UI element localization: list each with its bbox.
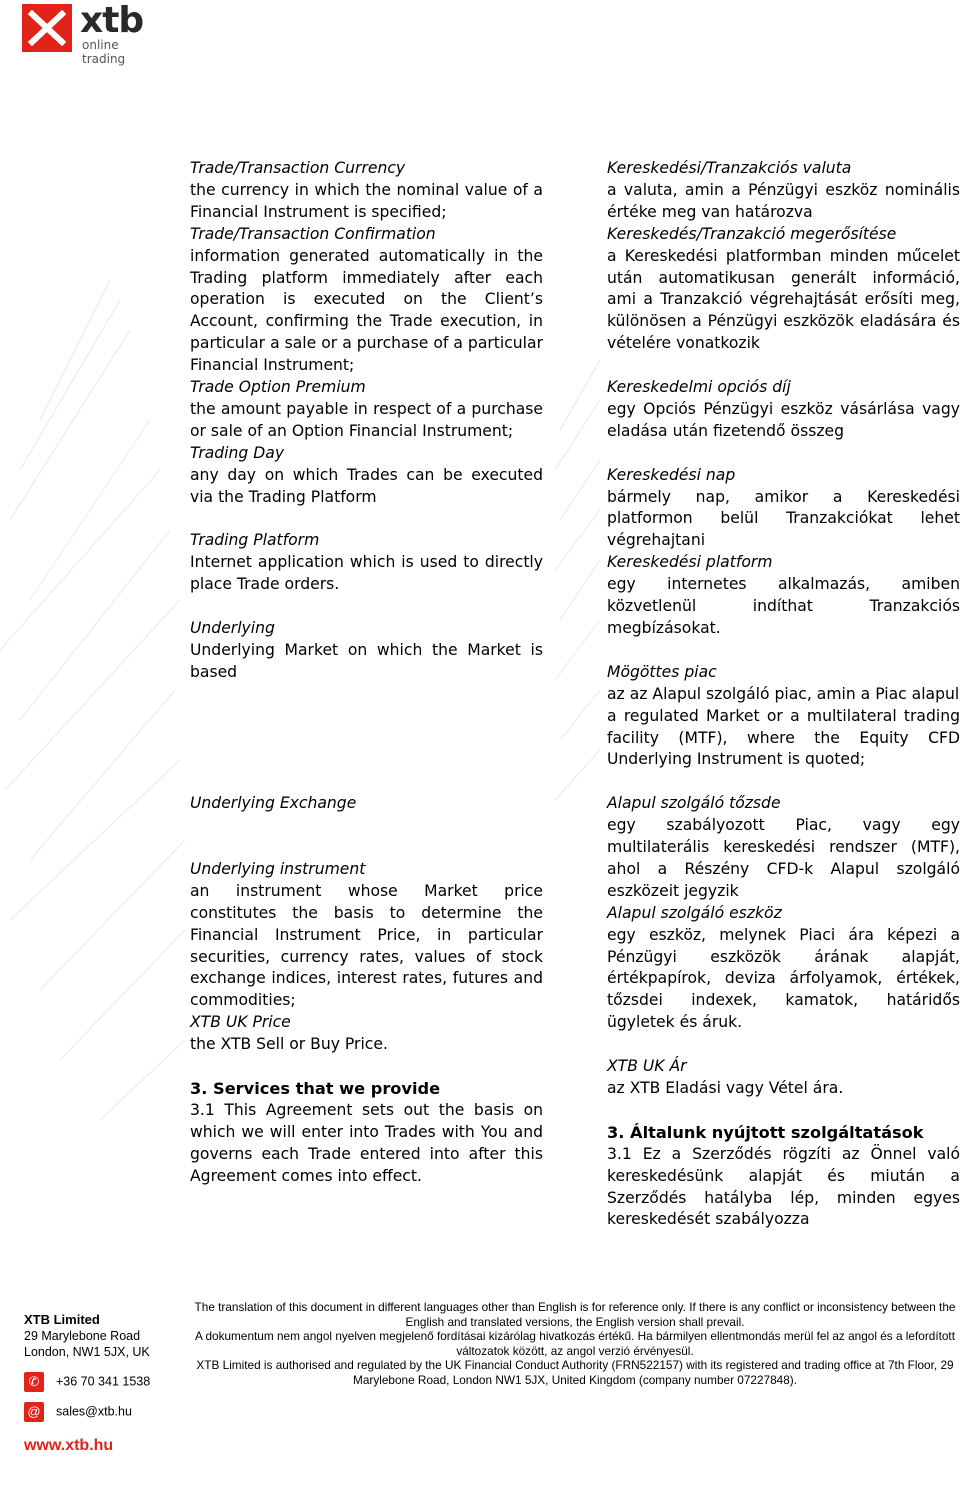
term-title: Alapul szolgáló tőzsde bbox=[607, 794, 781, 813]
term-title: Trade/Transaction Currency bbox=[190, 159, 406, 177]
term-definition: the amount payable in respect of a purchase or sale of an Option Financial Instrument; bbox=[190, 399, 543, 440]
at-sign-icon: @ bbox=[24, 1402, 44, 1422]
disclaimer-hungarian: A dokumentum nem angol nyelven megjelenő fordításai kizárólag hivatkozás értékű. Ha bármilyen ellentmondás merül fel az angol és a lefordított változatok között, az angol verzió érvényesül. bbox=[194, 1329, 955, 1358]
term-definition: information generated automatically in the Trading platform immediately after each operation is executed on the Client’s Account, confirming the Trade execution, in particular a sale or a purchase of a particular Financial Instrument; bbox=[190, 246, 543, 375]
term-definition: egy internetes alkalmazás, amiben közvetlenül indíthat Tranzakciós megbízásokat. bbox=[607, 575, 960, 637]
email-link[interactable]: sales@xtb.hu bbox=[56, 1404, 132, 1419]
phone-number[interactable]: +36 70 341 1538 bbox=[56, 1374, 151, 1389]
term-title: Kereskedési nap bbox=[607, 465, 736, 484]
english-column bbox=[190, 158, 543, 1188]
term-title: Trading Day bbox=[190, 443, 285, 462]
term-definition: bármely nap, amikor a Kereskedési platformon belül Tranzakciókat lehet végrehajtani bbox=[607, 487, 960, 550]
footer-contact bbox=[24, 1312, 174, 1454]
term-definition: egy Opciós Pénzügyi eszköz vásárlása vagy eladása után fizetendő összeg bbox=[607, 399, 960, 440]
term-title: Kereskedési/Tranzakciós valuta bbox=[607, 159, 852, 177]
footer-address-line1: 29 Marylebone Road bbox=[24, 1329, 141, 1343]
logo-wordmark: xtb bbox=[80, 0, 144, 41]
regulation-notice: XTB Limited is authorised and regulated by the UK Financial Conduct Authority (FRN522157) with its registered and trading office at 7th Floor, 29 Marylebone Road, London NW1 5JX, United Kingdom (company number 07227848). bbox=[196, 1358, 954, 1387]
footer-company: XTB Limited bbox=[24, 1312, 100, 1327]
term-definition: az az Alapul szolgáló piac, amin a Piac alapul bbox=[607, 684, 960, 703]
term-title: XTB UK Price bbox=[190, 1013, 291, 1032]
term-title: Alapul szolgáló eszköz bbox=[607, 903, 782, 922]
term-title: Kereskedési platform bbox=[607, 553, 773, 572]
term-title: Kereskedelmi opciós díj bbox=[607, 378, 791, 397]
term-definition: egy eszköz, melynek Piaci ára képezi a Pénzügyi eszközök árának alapját, értékpapírok, deviza árfolyamok, értékek, tőzsdei indexek, kamatok, határidős ügyletek és áruk. bbox=[607, 925, 960, 1032]
logo-tagline: online trading bbox=[82, 38, 126, 66]
term-title: XTB UK Ár bbox=[607, 1057, 687, 1076]
term-definition: Underlying Market on which the Market is based bbox=[190, 640, 543, 681]
term-title: Trade Option Premium bbox=[190, 378, 366, 397]
section-text: 3.1 Ez a Szerződés rögzíti az Önnel való kereskedésünk alapját és miután a Szerződés hatályba lép, minden egyes kereskedését szabályozza bbox=[607, 1144, 960, 1229]
term-definition: the XTB Sell or Buy Price. bbox=[190, 1035, 388, 1054]
term-definition: a regulated Market or a multilateral trading facility (MTF), where the Equity CFD Underlying Instrument is quoted; bbox=[607, 706, 960, 769]
term-definition: any day on which Trades can be executed via the Trading Platform bbox=[190, 465, 543, 506]
footer-email bbox=[24, 1402, 132, 1422]
section-text: 3.1 This Agreement sets out the basis on which we will enter into Trades with You and governs each Trade entered into after this Agreement comes into effect. bbox=[190, 1100, 543, 1185]
section-heading: 3. Services that we provide bbox=[190, 1078, 441, 1098]
footer-phone bbox=[24, 1372, 150, 1392]
term-title: Underlying bbox=[190, 619, 275, 637]
term-definition: an instrument whose Market price constitutes the basis to determine the Financial Instrument Price, in particular securities, currency rates, values of stock exchange indices, interest rates, futures and commodities; bbox=[190, 881, 543, 1010]
disclaimer-english: The translation of this document in different languages other than English is for reference only. If there is any conflict or inconsistency between the English and translated versions, the English version shall prevail. bbox=[194, 1300, 956, 1329]
term-title: Trading Platform bbox=[190, 531, 320, 550]
term-title: Trade/Transaction Confirmation bbox=[190, 224, 436, 243]
term-title: Mögöttes piac bbox=[607, 662, 717, 681]
term-title: Underlying instrument bbox=[190, 859, 366, 878]
term-definition: a Kereskedési platformban minden műcelet után automatikusan generált információ, ami a Tranzakció végrehajtását erősíti meg, különösen a Pénzügyi eszközök eladására és vételére vonatkozik bbox=[607, 246, 960, 353]
hungarian-column bbox=[607, 158, 960, 1231]
term-definition: az XTB Eladási vagy Vétel ára. bbox=[607, 1078, 844, 1097]
term-definition: Internet application which is used to directly place Trade orders. bbox=[190, 553, 543, 594]
logo-mark-icon bbox=[22, 4, 72, 52]
website-link[interactable]: www.xtb.hu bbox=[24, 1437, 114, 1454]
term-definition: a valuta, amin a Pénzügyi eszköz nominális értéke meg van határozva bbox=[607, 180, 960, 221]
phone-icon: ✆ bbox=[24, 1372, 44, 1392]
footer-address-line2: London, NW1 5JX, UK bbox=[24, 1345, 150, 1359]
term-definition: the currency in which the nominal value of a Financial Instrument is specified; bbox=[190, 180, 543, 221]
xtb-logo bbox=[22, 0, 162, 66]
section-heading: 3. Általunk nyújtott szolgáltatások bbox=[607, 1122, 924, 1142]
term-title: Underlying Exchange bbox=[190, 794, 357, 813]
term-definition: egy szabályozott Piac, vagy egy multilaterális kereskedési rendszer (MTF), ahol a Részény CFD-k Alapul szolgáló eszközeit jegyzik bbox=[607, 816, 960, 900]
footer-legal bbox=[185, 1300, 960, 1388]
term-title: Kereskedés/Tranzakció megerősítése bbox=[607, 224, 897, 243]
